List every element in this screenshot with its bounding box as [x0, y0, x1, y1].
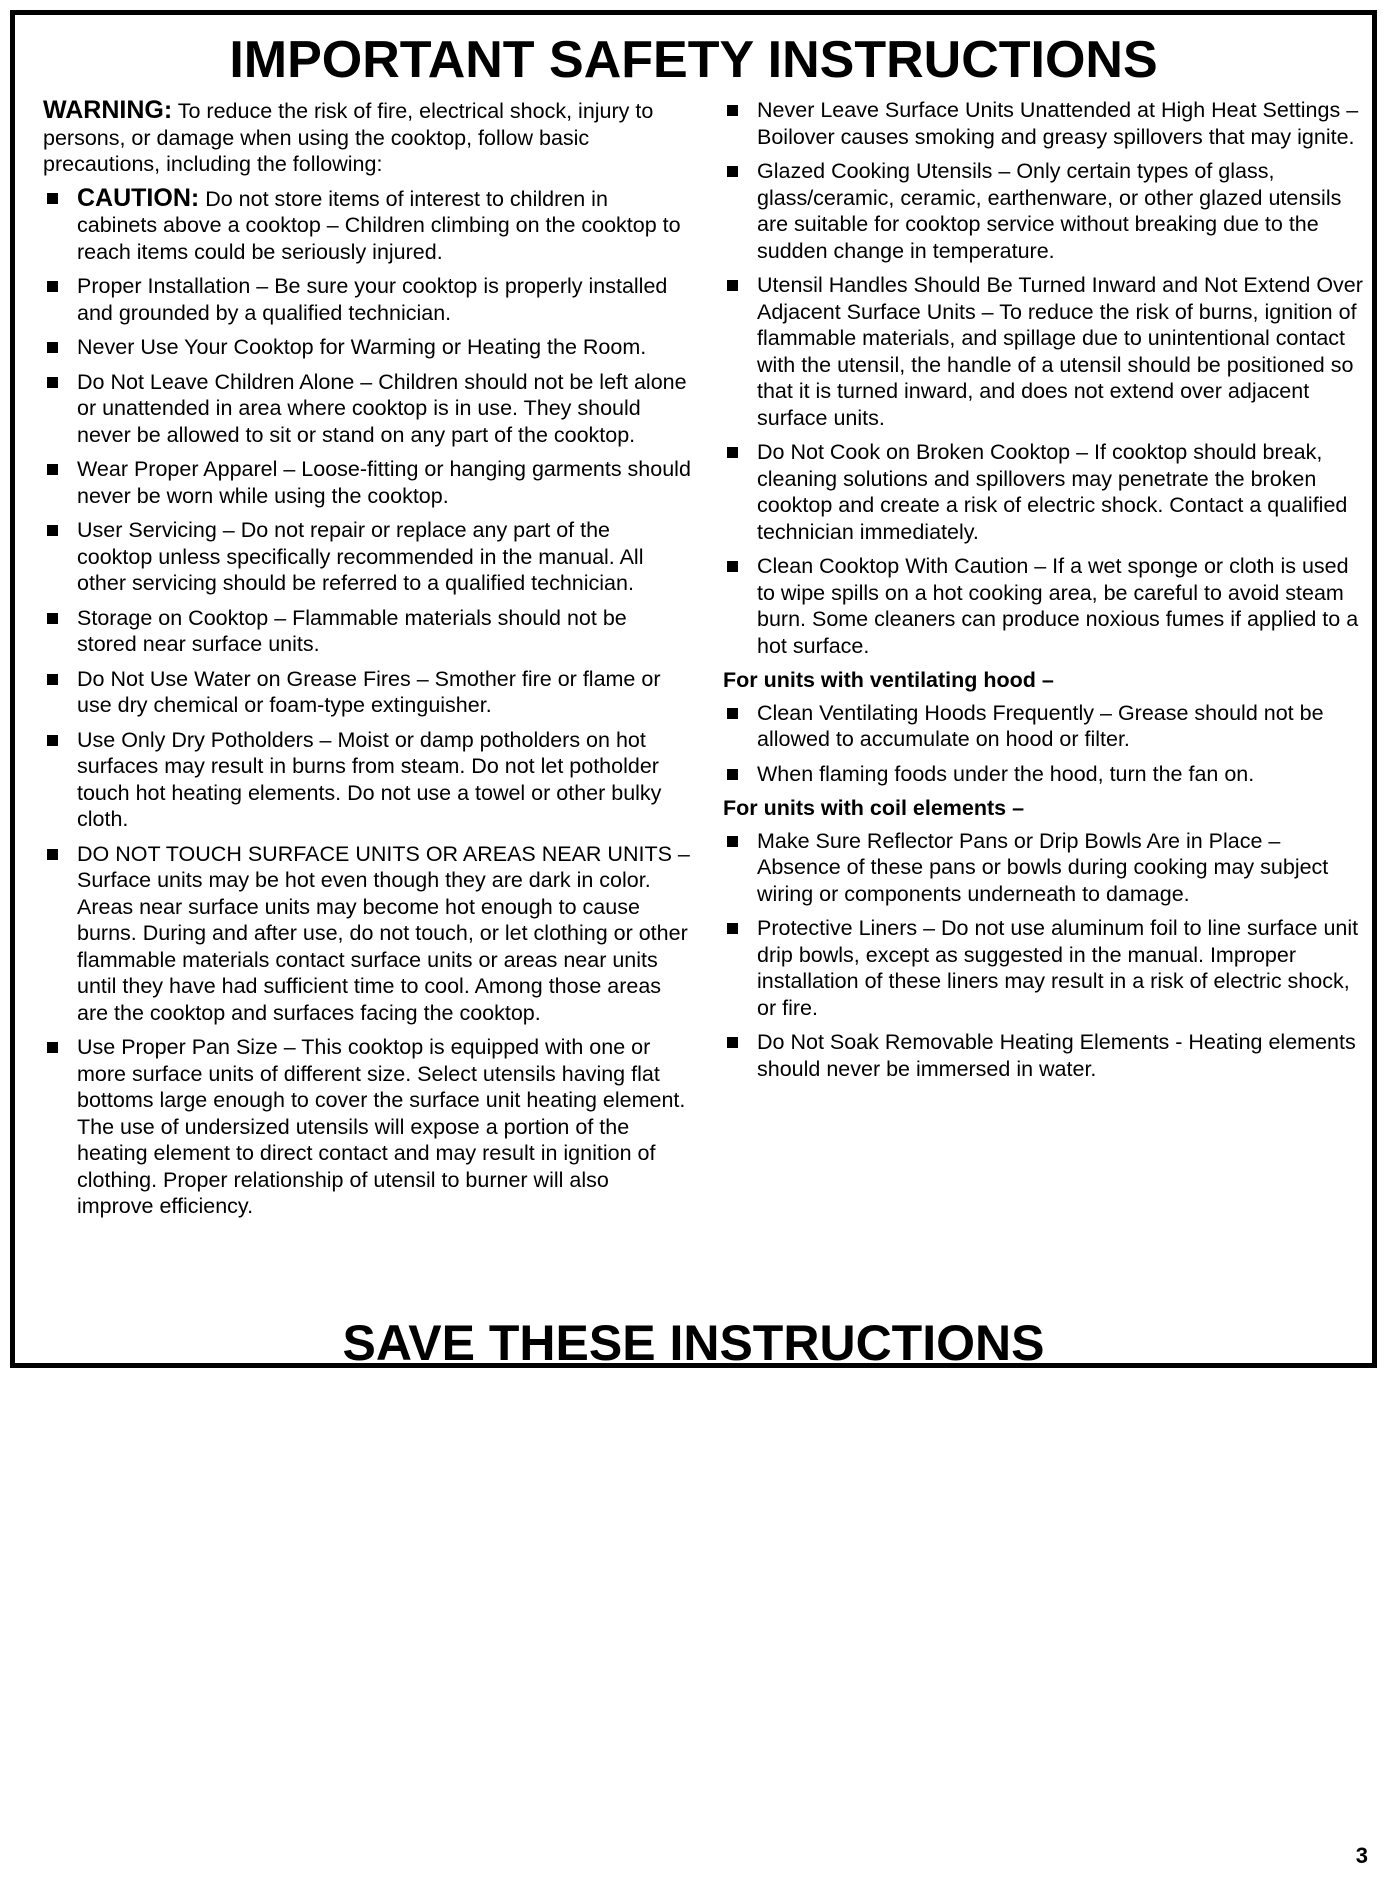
square-bullet-icon: [727, 105, 738, 116]
square-bullet-icon: [47, 377, 58, 388]
ventilating-hood-list: [723, 700, 1363, 788]
coil-elements-heading: For units with coil elements –: [723, 796, 1025, 820]
list-item-text: Proper Installation – Be sure your cooktop is properly installed and grounded by a qualified technician.: [77, 274, 668, 325]
list-item: [723, 915, 1363, 1021]
list-item-text: Utensil Handles Should Be Turned Inward and Not Extend Over Adjacent Surface Units – To reduce the risk of burns, ignition of flammable materials, and spillage due to unintentional contact with the utensil, the handle of a utensil should be positioned so that it is turned inward, and does not extend over adjacent surface units.: [757, 273, 1363, 430]
ventilating-hood-heading: For units with ventilating hood –: [723, 668, 1054, 692]
coil-elements-list: [723, 828, 1363, 1083]
list-item-text: Do Not Soak Removable Heating Elements - Heating elements should never be immersed in water.: [757, 1030, 1356, 1081]
square-bullet-icon: [47, 674, 58, 685]
square-bullet-icon: [47, 464, 58, 475]
list-item-text: Wear Proper Apparel – Loose-fitting or hanging garments should never be worn while using the cooktop.: [77, 457, 691, 508]
list-item-text: Make Sure Reflector Pans or Drip Bowls Are in Place – Absence of these pans or bowls during cooking may subject wiring or components underneath to damage.: [757, 828, 1329, 906]
warning-paragraph: [43, 97, 691, 178]
list-item: [723, 553, 1363, 659]
left-instruction-list: [43, 185, 691, 1220]
safety-box: [10, 10, 1377, 1371]
right-column: [723, 97, 1363, 1090]
list-item-text: DO NOT TOUCH SURFACE UNITS OR AREAS NEAR UNITS – Surface units may be hot even though they are dark in color. Areas near surface units may become hot enough to cause burns. During and after use, do not touch, or let clothing or other flammable materials contact surface units or areas near units until they have had sufficient time to cool. Among those areas are the cooktop and surfaces facing the cooktop.: [77, 841, 690, 1025]
list-item: [43, 841, 691, 1027]
square-bullet-icon: [727, 280, 738, 291]
caution-text: Do not store items of interest to children in cabinets above a cooktop – Children climbing on the cooktop to reach items could be seriously injured.: [77, 186, 681, 264]
list-item-text: Clean Ventilating Hoods Frequently – Grease should not be allowed to accumulate on hood or filter.: [757, 700, 1324, 751]
square-bullet-icon: [727, 166, 738, 177]
square-bullet-icon: [727, 708, 738, 719]
list-item: [43, 666, 691, 719]
list-item: [43, 727, 691, 833]
square-bullet-icon: [727, 923, 738, 934]
list-item-text: Never Use Your Cooktop for Warming or Heating the Room.: [77, 335, 647, 359]
list-item: [43, 605, 691, 658]
list-item: [43, 273, 691, 326]
list-item-text: Use Proper Pan Size – This cooktop is equipped with one or more surface units of different size. Select utensils having flat bottoms large enough to cover the surface unit heating element. The use of undersized utensils will expose a portion of the heating element to direct contact and may result in ignition of clothing. Proper relationship of utensil to burner will also improve efficiency.: [77, 1035, 686, 1218]
square-bullet-icon: [47, 849, 58, 860]
list-item-text: Do Not Use Water on Grease Fires – Smother fire or flame or use dry chemical or foam-type extinguisher.: [77, 666, 661, 717]
list-item: [43, 334, 691, 361]
square-bullet-icon: [47, 193, 58, 204]
right-instruction-list: [723, 97, 1363, 659]
square-bullet-icon: [47, 613, 58, 624]
left-column: [43, 97, 691, 1228]
list-item-text: Clean Cooktop With Caution – If a wet sponge or cloth is used to wipe spills on a hot cooking area, be careful to avoid steam burn. Some cleaners can produce noxious fumes if applied to a hot surface.: [757, 554, 1359, 658]
list-item-text: Use Only Dry Potholders – Moist or damp potholders on hot surfaces may result in burns from steam. Do not let potholder touch hot heating elements. Do not use a towel or other bulky cloth.: [77, 727, 662, 831]
list-item: [723, 158, 1363, 264]
list-item: [723, 439, 1363, 545]
square-bullet-icon: [727, 836, 738, 847]
list-item-text: Protective Liners – Do not use aluminum foil to line surface unit drip bowls, except as suggested in the manual. Improper installation of these liners may result in a risk of electric shock, or fire.: [757, 916, 1359, 1020]
warning-label: WARNING:: [43, 96, 173, 124]
list-item-text: User Servicing – Do not repair or replace any part of the cooktop unless specifically recommended in the manual. All other servicing should be referred to a qualified technician.: [77, 518, 644, 595]
list-item-text: Storage on Cooktop – Flammable materials should not be stored near surface units.: [77, 605, 627, 656]
list-item-text: Do Not Cook on Broken Cooktop – If cooktop should break, cleaning solutions and spillovers may penetrate the broken cooktop and create a risk of electric shock. Contact a qualified technician immediately.: [757, 440, 1348, 544]
square-bullet-icon: [727, 447, 738, 458]
square-bullet-icon: [727, 1037, 738, 1048]
list-item: [723, 761, 1363, 788]
list-item: [43, 369, 691, 449]
square-bullet-icon: [727, 561, 738, 572]
square-bullet-icon: [727, 769, 738, 780]
save-instructions-footer: SAVE THESE INSTRUCTIONS: [342, 1315, 1045, 1371]
list-item: [43, 517, 691, 597]
page-title: IMPORTANT SAFETY INSTRUCTIONS: [229, 31, 1158, 89]
list-item: [723, 1029, 1363, 1082]
list-item-text: Glazed Cooking Utensils – Only certain types of glass, glass/ceramic, ceramic, earthenware, or other glazed utensils are suitable for cooktop service without breaking due to the sudden change in temperature.: [757, 159, 1342, 263]
warning-text: To reduce the risk of fire, electrical shock, injury to persons, or damage when using the cooktop, follow basic precautions, including the following:: [43, 99, 654, 176]
list-item-text: Never Leave Surface Units Unattended at High Heat Settings – Boilover causes smoking and greasy spillovers that may ignite.: [757, 98, 1359, 149]
list-item-text: When flaming foods under the hood, turn the fan on.: [757, 761, 1255, 786]
square-bullet-icon: [47, 525, 58, 536]
square-bullet-icon: [47, 281, 58, 292]
square-bullet-icon: [47, 735, 58, 746]
list-item: [43, 456, 691, 509]
list-item: [723, 272, 1363, 431]
list-item: [43, 1034, 691, 1220]
caution-label: CAUTION:: [77, 183, 200, 212]
list-item-text: Do Not Leave Children Alone – Children should not be left alone or unattended in area where cooktop is in use. They should never be allowed to sit or stand on any part of the cooktop.: [77, 369, 687, 447]
list-item: [723, 97, 1363, 150]
list-item: [43, 185, 691, 266]
page-number: 3: [1355, 1843, 1368, 1868]
list-item: [723, 700, 1363, 753]
square-bullet-icon: [47, 342, 58, 353]
square-bullet-icon: [47, 1042, 58, 1053]
list-item: [723, 828, 1363, 908]
